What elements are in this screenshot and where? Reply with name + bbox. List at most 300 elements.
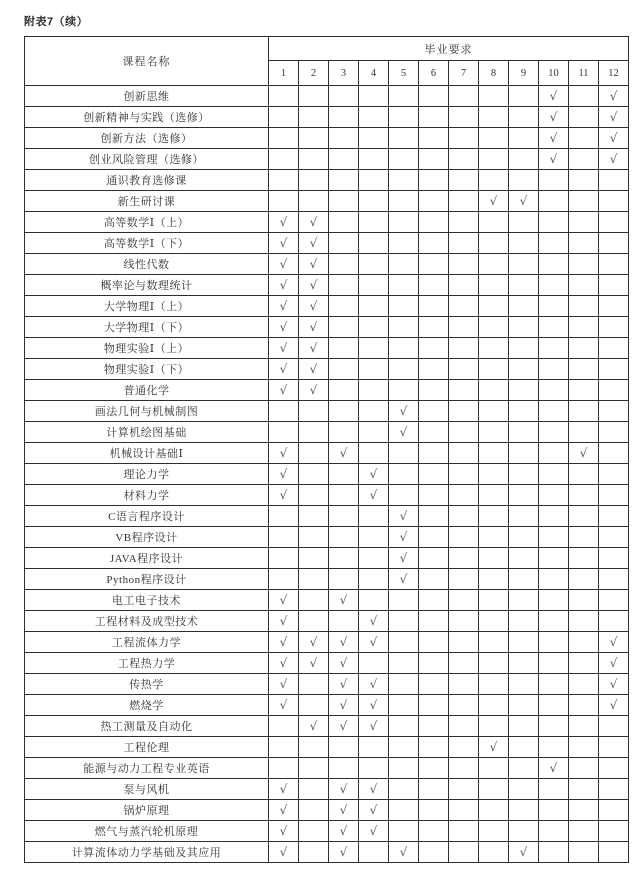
empty-cell bbox=[449, 716, 479, 737]
empty-cell bbox=[569, 380, 599, 401]
empty-cell bbox=[389, 695, 419, 716]
empty-cell bbox=[539, 590, 569, 611]
table-row bbox=[25, 842, 629, 863]
empty-cell bbox=[329, 359, 359, 380]
check-mark-cell: √ bbox=[269, 254, 299, 275]
empty-cell bbox=[299, 569, 329, 590]
empty-cell bbox=[389, 611, 419, 632]
check-mark-cell: √ bbox=[329, 800, 359, 821]
column-number-header: 7 bbox=[449, 61, 479, 86]
check-mark-cell: √ bbox=[539, 107, 569, 128]
empty-cell bbox=[329, 254, 359, 275]
empty-cell bbox=[329, 233, 359, 254]
check-mark-cell: √ bbox=[329, 695, 359, 716]
empty-cell bbox=[539, 212, 569, 233]
empty-cell bbox=[479, 401, 509, 422]
empty-cell bbox=[419, 380, 449, 401]
table-row bbox=[25, 590, 629, 611]
empty-cell bbox=[359, 443, 389, 464]
empty-cell bbox=[329, 758, 359, 779]
empty-cell bbox=[569, 317, 599, 338]
empty-cell bbox=[599, 590, 629, 611]
check-mark-cell: √ bbox=[299, 233, 329, 254]
check-mark-cell: √ bbox=[389, 527, 419, 548]
empty-cell bbox=[419, 695, 449, 716]
column-number-header: 11 bbox=[569, 61, 599, 86]
empty-cell bbox=[299, 821, 329, 842]
empty-cell bbox=[419, 296, 449, 317]
course-name-cell: 燃烧学 bbox=[25, 695, 269, 716]
empty-cell bbox=[479, 653, 509, 674]
empty-cell bbox=[539, 380, 569, 401]
empty-cell bbox=[449, 107, 479, 128]
empty-cell bbox=[329, 527, 359, 548]
empty-cell bbox=[359, 506, 389, 527]
empty-cell bbox=[539, 275, 569, 296]
empty-cell bbox=[569, 737, 599, 758]
empty-cell bbox=[479, 485, 509, 506]
empty-cell bbox=[509, 170, 539, 191]
empty-cell bbox=[449, 653, 479, 674]
empty-cell bbox=[449, 548, 479, 569]
check-mark-cell: √ bbox=[389, 506, 419, 527]
check-mark-cell: √ bbox=[599, 653, 629, 674]
empty-cell bbox=[389, 338, 419, 359]
check-mark-cell: √ bbox=[269, 800, 299, 821]
course-name-cell: 理论力学 bbox=[25, 464, 269, 485]
empty-cell bbox=[419, 569, 449, 590]
empty-cell bbox=[449, 821, 479, 842]
check-mark-cell: √ bbox=[359, 779, 389, 800]
course-name-cell: 线性代数 bbox=[25, 254, 269, 275]
empty-cell bbox=[359, 296, 389, 317]
course-name-cell: 锅炉原理 bbox=[25, 800, 269, 821]
empty-cell bbox=[539, 485, 569, 506]
empty-cell bbox=[419, 821, 449, 842]
empty-cell bbox=[329, 506, 359, 527]
check-mark-cell: √ bbox=[269, 464, 299, 485]
table-row bbox=[25, 170, 629, 191]
check-mark-cell: √ bbox=[599, 695, 629, 716]
column-number-header: 4 bbox=[359, 61, 389, 86]
empty-cell bbox=[509, 422, 539, 443]
empty-cell bbox=[389, 443, 419, 464]
empty-cell bbox=[599, 296, 629, 317]
empty-cell bbox=[509, 821, 539, 842]
table-row bbox=[25, 653, 629, 674]
course-name-cell: 工程伦理 bbox=[25, 737, 269, 758]
empty-cell bbox=[359, 275, 389, 296]
empty-cell bbox=[599, 233, 629, 254]
empty-cell bbox=[479, 695, 509, 716]
empty-cell bbox=[539, 443, 569, 464]
empty-cell bbox=[449, 695, 479, 716]
check-mark-cell: √ bbox=[269, 842, 299, 863]
empty-cell bbox=[479, 359, 509, 380]
empty-cell bbox=[299, 443, 329, 464]
empty-cell bbox=[359, 128, 389, 149]
check-mark-cell: √ bbox=[359, 464, 389, 485]
empty-cell bbox=[449, 611, 479, 632]
empty-cell bbox=[329, 611, 359, 632]
check-mark-cell: √ bbox=[269, 695, 299, 716]
empty-cell bbox=[539, 338, 569, 359]
empty-cell bbox=[449, 296, 479, 317]
empty-cell bbox=[569, 338, 599, 359]
column-number-header: 10 bbox=[539, 61, 569, 86]
check-mark-cell: √ bbox=[299, 716, 329, 737]
empty-cell bbox=[479, 275, 509, 296]
empty-cell bbox=[509, 464, 539, 485]
empty-cell bbox=[569, 527, 599, 548]
empty-cell bbox=[329, 422, 359, 443]
empty-cell bbox=[449, 779, 479, 800]
check-mark-cell: √ bbox=[599, 128, 629, 149]
empty-cell bbox=[479, 821, 509, 842]
empty-cell bbox=[599, 821, 629, 842]
empty-cell bbox=[509, 128, 539, 149]
page-title: 附表7（续） bbox=[24, 16, 89, 28]
empty-cell bbox=[479, 317, 509, 338]
table-row bbox=[25, 401, 629, 422]
empty-cell bbox=[539, 254, 569, 275]
course-name-cell: 材料力学 bbox=[25, 485, 269, 506]
graduation-requirements-header: 毕业要求 bbox=[269, 37, 629, 61]
table-row bbox=[25, 800, 629, 821]
empty-cell bbox=[599, 716, 629, 737]
course-name-cell: 创新精神与实践（选修） bbox=[25, 107, 269, 128]
empty-cell bbox=[599, 464, 629, 485]
course-name-cell: 能源与动力工程专业英语 bbox=[25, 758, 269, 779]
empty-cell bbox=[359, 107, 389, 128]
empty-cell bbox=[569, 569, 599, 590]
empty-cell bbox=[569, 842, 599, 863]
check-mark-cell: √ bbox=[359, 485, 389, 506]
table-row bbox=[25, 674, 629, 695]
empty-cell bbox=[389, 716, 419, 737]
table-row bbox=[25, 569, 629, 590]
header-row-top bbox=[25, 37, 629, 61]
empty-cell bbox=[389, 737, 419, 758]
course-name-cell: 通识教育选修课 bbox=[25, 170, 269, 191]
empty-cell bbox=[479, 548, 509, 569]
empty-cell bbox=[359, 758, 389, 779]
empty-cell bbox=[419, 107, 449, 128]
check-mark-cell: √ bbox=[269, 380, 299, 401]
empty-cell bbox=[359, 191, 389, 212]
empty-cell bbox=[389, 233, 419, 254]
course-name-cell: C语言程序设计 bbox=[25, 506, 269, 527]
empty-cell bbox=[479, 233, 509, 254]
empty-cell bbox=[329, 128, 359, 149]
empty-cell bbox=[509, 359, 539, 380]
empty-cell bbox=[509, 86, 539, 107]
check-mark-cell: √ bbox=[599, 107, 629, 128]
empty-cell bbox=[599, 254, 629, 275]
empty-cell bbox=[419, 758, 449, 779]
empty-cell bbox=[389, 254, 419, 275]
empty-cell bbox=[389, 821, 419, 842]
table-row bbox=[25, 191, 629, 212]
empty-cell bbox=[479, 800, 509, 821]
empty-cell bbox=[359, 380, 389, 401]
empty-cell bbox=[539, 695, 569, 716]
course-name-cell: 工程热力学 bbox=[25, 653, 269, 674]
empty-cell bbox=[479, 212, 509, 233]
check-mark-cell: √ bbox=[599, 149, 629, 170]
table-row bbox=[25, 695, 629, 716]
table-row bbox=[25, 212, 629, 233]
empty-cell bbox=[449, 800, 479, 821]
empty-cell bbox=[419, 653, 449, 674]
check-mark-cell: √ bbox=[389, 569, 419, 590]
table-body bbox=[25, 86, 629, 863]
empty-cell bbox=[509, 632, 539, 653]
empty-cell bbox=[569, 632, 599, 653]
check-mark-cell: √ bbox=[329, 779, 359, 800]
empty-cell bbox=[359, 212, 389, 233]
check-mark-cell: √ bbox=[269, 359, 299, 380]
empty-cell bbox=[539, 842, 569, 863]
empty-cell bbox=[359, 737, 389, 758]
check-mark-cell: √ bbox=[299, 338, 329, 359]
table-row bbox=[25, 359, 629, 380]
empty-cell bbox=[509, 506, 539, 527]
empty-cell bbox=[389, 779, 419, 800]
empty-cell bbox=[449, 422, 479, 443]
course-name-header: 课程名称 bbox=[25, 37, 269, 86]
empty-cell bbox=[449, 737, 479, 758]
empty-cell bbox=[419, 632, 449, 653]
check-mark-cell: √ bbox=[359, 695, 389, 716]
empty-cell bbox=[449, 233, 479, 254]
check-mark-cell: √ bbox=[329, 674, 359, 695]
empty-cell bbox=[269, 107, 299, 128]
table-row bbox=[25, 758, 629, 779]
empty-cell bbox=[419, 359, 449, 380]
empty-cell bbox=[539, 296, 569, 317]
empty-cell bbox=[569, 233, 599, 254]
empty-cell bbox=[419, 128, 449, 149]
empty-cell bbox=[539, 422, 569, 443]
check-mark-cell: √ bbox=[269, 233, 299, 254]
empty-cell bbox=[599, 422, 629, 443]
empty-cell bbox=[329, 317, 359, 338]
empty-cell bbox=[329, 212, 359, 233]
empty-cell bbox=[479, 779, 509, 800]
empty-cell bbox=[449, 569, 479, 590]
empty-cell bbox=[389, 170, 419, 191]
empty-cell bbox=[479, 443, 509, 464]
empty-cell bbox=[299, 86, 329, 107]
empty-cell bbox=[509, 401, 539, 422]
empty-cell bbox=[449, 632, 479, 653]
check-mark-cell: √ bbox=[329, 632, 359, 653]
empty-cell bbox=[509, 611, 539, 632]
table-row bbox=[25, 296, 629, 317]
table-row bbox=[25, 338, 629, 359]
empty-cell bbox=[539, 821, 569, 842]
empty-cell bbox=[419, 233, 449, 254]
empty-cell bbox=[479, 464, 509, 485]
empty-cell bbox=[299, 107, 329, 128]
empty-cell bbox=[269, 548, 299, 569]
empty-cell bbox=[419, 548, 449, 569]
empty-cell bbox=[599, 527, 629, 548]
empty-cell bbox=[359, 842, 389, 863]
course-name-cell: 画法几何与机械制图 bbox=[25, 401, 269, 422]
table-row bbox=[25, 611, 629, 632]
empty-cell bbox=[389, 107, 419, 128]
empty-cell bbox=[329, 401, 359, 422]
empty-cell bbox=[419, 590, 449, 611]
course-name-cell: 传热学 bbox=[25, 674, 269, 695]
empty-cell bbox=[419, 170, 449, 191]
empty-cell bbox=[389, 359, 419, 380]
column-number-header: 9 bbox=[509, 61, 539, 86]
empty-cell bbox=[509, 275, 539, 296]
empty-cell bbox=[599, 212, 629, 233]
empty-cell bbox=[449, 212, 479, 233]
empty-cell bbox=[299, 128, 329, 149]
table-header bbox=[25, 37, 629, 86]
check-mark-cell: √ bbox=[569, 443, 599, 464]
empty-cell bbox=[269, 149, 299, 170]
empty-cell bbox=[299, 674, 329, 695]
empty-cell bbox=[479, 149, 509, 170]
empty-cell bbox=[539, 464, 569, 485]
check-mark-cell: √ bbox=[299, 254, 329, 275]
empty-cell bbox=[539, 548, 569, 569]
empty-cell bbox=[299, 464, 329, 485]
table-row bbox=[25, 464, 629, 485]
empty-cell bbox=[299, 842, 329, 863]
empty-cell bbox=[479, 611, 509, 632]
empty-cell bbox=[419, 674, 449, 695]
course-name-cell: 计算流体动力学基础及其应用 bbox=[25, 842, 269, 863]
course-name-cell: 概率论与数理统计 bbox=[25, 275, 269, 296]
empty-cell bbox=[449, 464, 479, 485]
check-mark-cell: √ bbox=[299, 317, 329, 338]
empty-cell bbox=[569, 695, 599, 716]
course-name-cell: 燃气与蒸汽轮机原理 bbox=[25, 821, 269, 842]
empty-cell bbox=[569, 86, 599, 107]
check-mark-cell: √ bbox=[299, 296, 329, 317]
empty-cell bbox=[449, 674, 479, 695]
empty-cell bbox=[329, 464, 359, 485]
empty-cell bbox=[269, 128, 299, 149]
check-mark-cell: √ bbox=[299, 212, 329, 233]
empty-cell bbox=[329, 107, 359, 128]
empty-cell bbox=[449, 842, 479, 863]
empty-cell bbox=[539, 359, 569, 380]
empty-cell bbox=[599, 359, 629, 380]
empty-cell bbox=[419, 611, 449, 632]
empty-cell bbox=[479, 758, 509, 779]
empty-cell bbox=[539, 632, 569, 653]
empty-cell bbox=[449, 443, 479, 464]
empty-cell bbox=[509, 548, 539, 569]
empty-cell bbox=[449, 506, 479, 527]
empty-cell bbox=[509, 758, 539, 779]
course-name-cell: 电工电子技术 bbox=[25, 590, 269, 611]
empty-cell bbox=[329, 170, 359, 191]
empty-cell bbox=[329, 485, 359, 506]
empty-cell bbox=[419, 317, 449, 338]
check-mark-cell: √ bbox=[269, 338, 299, 359]
empty-cell bbox=[359, 317, 389, 338]
course-name-cell: 物理实验Ⅰ（上） bbox=[25, 338, 269, 359]
empty-cell bbox=[389, 590, 419, 611]
empty-cell bbox=[449, 275, 479, 296]
check-mark-cell: √ bbox=[329, 590, 359, 611]
empty-cell bbox=[389, 464, 419, 485]
course-name-cell: 热工测量及自动化 bbox=[25, 716, 269, 737]
empty-cell bbox=[509, 485, 539, 506]
empty-cell bbox=[359, 401, 389, 422]
empty-cell bbox=[569, 464, 599, 485]
empty-cell bbox=[419, 422, 449, 443]
empty-cell bbox=[599, 191, 629, 212]
empty-cell bbox=[599, 548, 629, 569]
table-row bbox=[25, 254, 629, 275]
empty-cell bbox=[599, 443, 629, 464]
empty-cell bbox=[479, 590, 509, 611]
empty-cell bbox=[299, 737, 329, 758]
empty-cell bbox=[509, 317, 539, 338]
empty-cell bbox=[539, 317, 569, 338]
table-row bbox=[25, 275, 629, 296]
table-row bbox=[25, 86, 629, 107]
empty-cell bbox=[329, 338, 359, 359]
empty-cell bbox=[329, 569, 359, 590]
check-mark-cell: √ bbox=[599, 674, 629, 695]
empty-cell bbox=[419, 506, 449, 527]
empty-cell bbox=[539, 233, 569, 254]
table-row bbox=[25, 779, 629, 800]
check-mark-cell: √ bbox=[299, 380, 329, 401]
empty-cell bbox=[509, 254, 539, 275]
empty-cell bbox=[479, 254, 509, 275]
empty-cell bbox=[569, 212, 599, 233]
check-mark-cell: √ bbox=[329, 716, 359, 737]
table-row bbox=[25, 128, 629, 149]
empty-cell bbox=[479, 842, 509, 863]
empty-cell bbox=[419, 779, 449, 800]
empty-cell bbox=[569, 275, 599, 296]
empty-cell bbox=[449, 380, 479, 401]
check-mark-cell: √ bbox=[479, 737, 509, 758]
empty-cell bbox=[359, 359, 389, 380]
empty-cell bbox=[449, 317, 479, 338]
table-row bbox=[25, 716, 629, 737]
column-number-header: 1 bbox=[269, 61, 299, 86]
check-mark-cell: √ bbox=[359, 821, 389, 842]
empty-cell bbox=[479, 422, 509, 443]
empty-cell bbox=[419, 212, 449, 233]
empty-cell bbox=[509, 737, 539, 758]
empty-cell bbox=[569, 800, 599, 821]
empty-cell bbox=[449, 254, 479, 275]
empty-cell bbox=[569, 359, 599, 380]
empty-cell bbox=[449, 149, 479, 170]
empty-cell bbox=[569, 590, 599, 611]
empty-cell bbox=[479, 527, 509, 548]
empty-cell bbox=[449, 485, 479, 506]
empty-cell bbox=[359, 170, 389, 191]
empty-cell bbox=[599, 317, 629, 338]
empty-cell bbox=[599, 401, 629, 422]
